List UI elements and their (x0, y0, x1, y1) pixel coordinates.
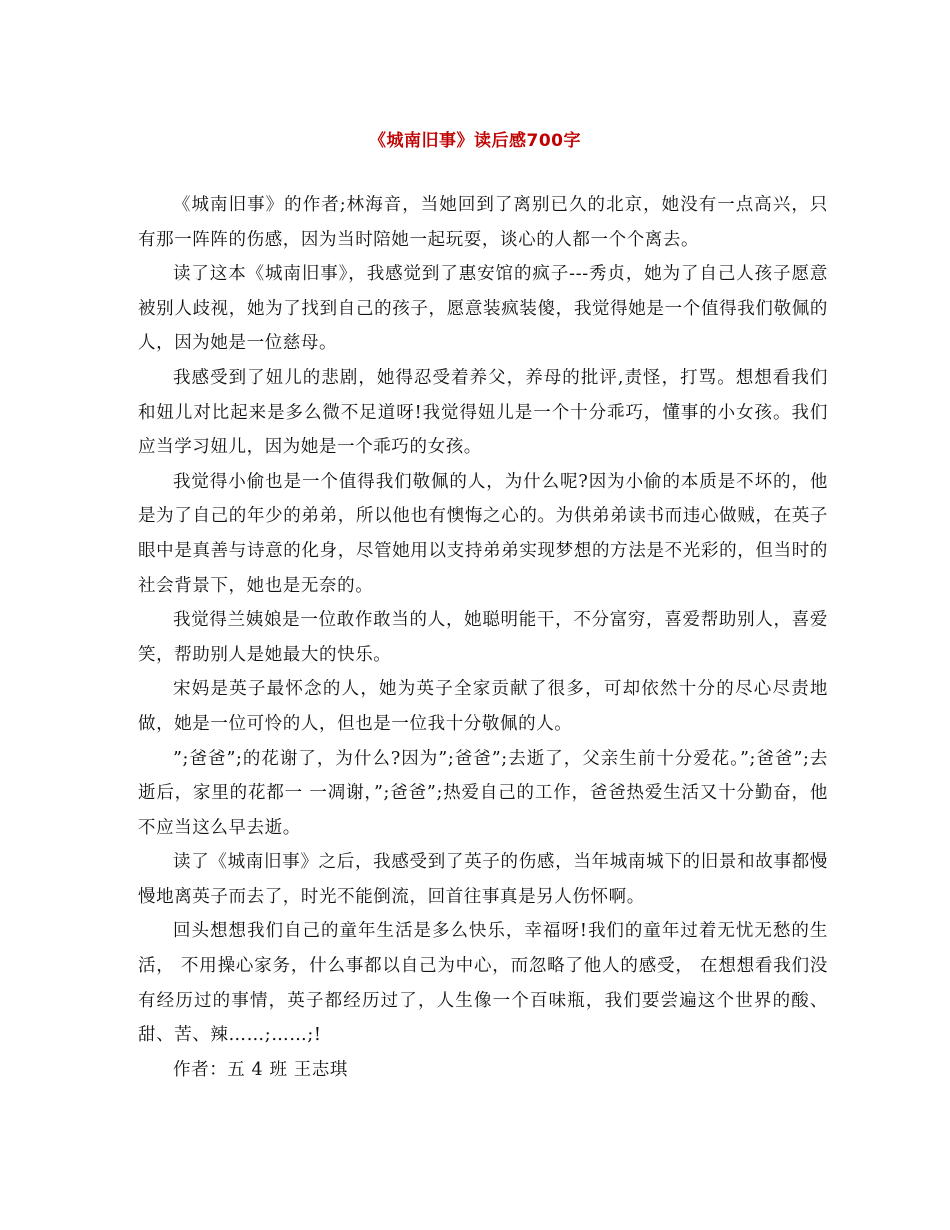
paragraph-niuer: 我感受到了妞儿的悲剧，她得忍受着养父，养母的批评,责怪，打骂。想想看我们和妞儿对比起来是多么微不足道呀!我觉得妞儿是一个十分乖巧，懂事的小女孩。我们应当学习妞儿，因为她是一个乖巧的女孩。 (138, 367, 828, 458)
document-body (138, 188, 828, 1087)
paragraph-reflection: 读了《城南旧事》之后，我感受到了英子的伤感，当年城南城下的旧景和故事都慢慢地离英子而去了，时光不能倒流，回首往事真是另人伤怀啊。 (138, 852, 828, 907)
paragraph-childhood: 回头想想我们自己的童年生活是多么快乐，幸福呀!我们的童年过着无忧无愁的生活， 不用操心家务，什么事都以自己为中心，而忽略了他人的感受， 在想想看我们没有经历过的事情，英子都经历过了，人生像一个百味瓶，我们要尝遍这个世界的酸、甜、苦、辣……;……;! (138, 921, 828, 1046)
document-title: 《城南旧事》读后感700字 (369, 131, 581, 151)
paragraph-lan-yiniang: 我觉得兰姨娘是一位敢作敢当的人，她聪明能干，不分富穷，喜爱帮助别人，喜爱笑，帮助别人是她最大的快乐。 (138, 610, 828, 665)
paragraph-xiuzhen: 读了这本《城南旧事》，我感觉到了惠安馆的疯子---秀贞，她为了自己人孩子愿意被别人歧视，她为了找到自己的孩子，愿意装疯装傻，我觉得她是一个值得我们敬佩的人，因为她是一位慈母。 (138, 264, 828, 354)
author-signature: 作者：五 4 班 王志琪 (173, 1059, 349, 1080)
paragraph-song-ma: 宋妈是英子最怀念的人，她为英子全家贡献了很多，可却依然十分的尽心尽责地做，她是一位可怜的人，但也是一位我十分敬佩的人。 (138, 679, 828, 734)
paragraph-thief: 我觉得小偷也是一个值得我们敬佩的人，为什么呢?因为小偷的本质是不坏的，他是为了自己的年少的弟弟，所以他也有懊悔之心的。为供弟弟读书而违心做贼，在英子眼中是真善与诗意的化身，尽管她用以支持弟弟实现梦想的方法是不光彩的，但当时的社会背景下，她也是无奈的。 (138, 471, 828, 596)
paragraph-father: ”;爸爸”;的花谢了，为什么?因为”;爸爸”;去逝了，父亲生前十分爱花。”;爸爸”;去逝后，家里的花都一 一凋谢，”;爸爸”;热爱自己的工作，爸爸热爱生活又十分勤奋，他不应当这么早去逝。 (138, 748, 828, 838)
paragraph-author-intro: 《城南旧事》的作者;林海音，当她回到了离别已久的北京，她没有一点高兴，只有那一阵阵的伤感，因为当时陪她一起玩耍，谈心的人都一个个离去。 (138, 195, 828, 250)
